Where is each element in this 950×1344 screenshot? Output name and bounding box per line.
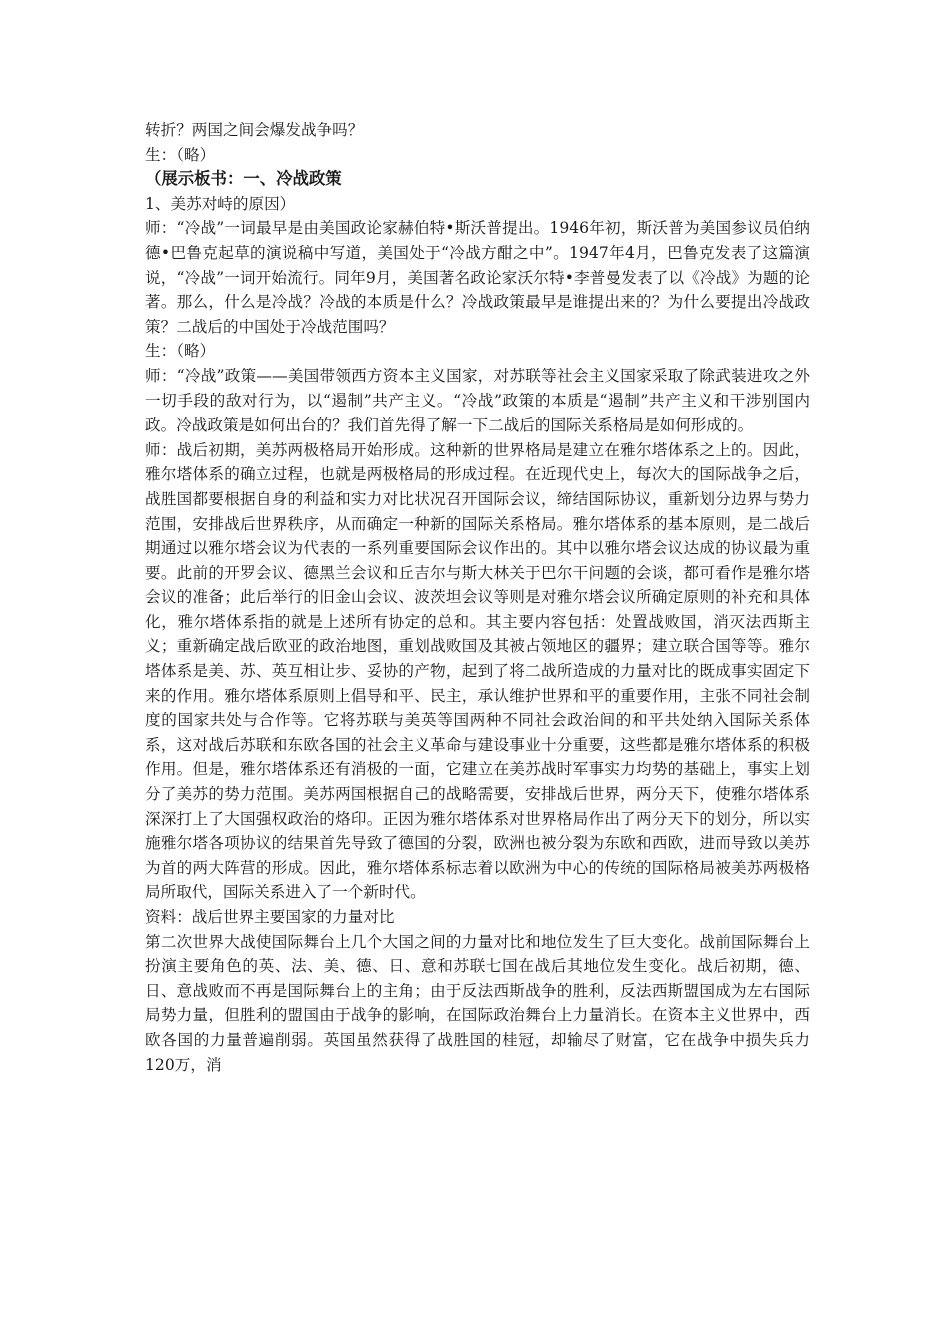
paragraph-material-body: 第二次世界大战使国际舞台上几个大国之间的力量对比和地位发生了巨大变化。战前国际舞台上扮演主要角色的英、法、美、德、日、意和苏联七国在战后其地位发生变化。战后初期，德、日、意战败而不再是国际舞台上的主角；由于反法西斯战争的胜利，反法西斯盟国成为左右国际局势力量，但胜利的盟国由于战争的影响，在国际政治舞台上力量消长。在资本主义世界中，西欧各国的力量普遍削弱。英国虽然获得了战胜国的桂冠，却输尽了财富，它在战争中损失兵力120万，消 xyxy=(145,932,810,1074)
paragraph-student-answer: 生：（略） xyxy=(145,145,216,164)
paragraph-student-answer: 生：（略） xyxy=(145,342,216,361)
document-page xyxy=(145,118,810,1077)
paragraph-teacher-intro: 师：“冷战”一词最早是由美国政论家赫伯特•斯沃普提出。1946年初，斯沃普为美国参议员伯纳德•巴鲁克起草的演说稿中写道，美国处于“冷战方酣之中”。1947年4月，巴鲁克发表了这篇演说，“冷战”一词开始流行。同年9月，美国著名政论家沃尔特•李普曼发表了以《冷战》为题的论著。那么，什么是冷战？冷战的本质是什么？冷战政策最早是谁提出来的？为什么要提出冷战政策？二战后的中国处于冷战范围吗？ xyxy=(145,219,810,336)
paragraph-material-title: 资料：战后世界主要国家的力量对比 xyxy=(145,908,395,926)
paragraph-teacher-yalta: 师：战后初期，美苏两极格局开始形成。这种新的世界格局是建立在雅尔塔体系之上的。因此，雅尔塔体系的确立过程，也就是两极格局的形成过程。在近现代史上，每次大的国际战争之后，战胜国都要根据自身的利益和实力对比状况召开国际会议，缔结国际协议，重新划分边界与势力范围，安排战后世界秩序，从而确定一种新的国际关系格局。雅尔塔体系的基本原则，是二战后期通过以雅尔塔会议为代表的一系列重要国际会议作出的。其中以雅尔塔会议达成的协议最为重要。此前的开罗会议、德黑兰会议和丘吉尔与斯大林关于巴尔干问题的会谈，都可看作是雅尔塔会议的准备；此后举行的旧金山会议、波茨坦会议等则是对雅尔塔会议所确定原则的补充和具体化，雅尔塔体系指的就是上述所有协定的总和。其主要内容包括：处置战败国，消灭法西斯主义；重新确定战后欧亚的政治地图，重划战败国及其被占领地区的疆界；建立联合国等等。雅尔塔体系是美、苏、英互相让步、妥协的产物，起到了将二战所造成的力量对比的既成事实固定下来的作用。雅尔塔体系原则上倡导和平、民主，承认维护世界和平的重要作用，主张不同社会制度的国家共处与合作等。它将苏联与美英等国两种不同社会政治间的和平共处纳入国际关系体系，这对战后苏联和东欧各国的社会主义革命与建设事业十分重要，这些都是雅尔塔体系的积极作用。但是，雅尔塔体系还有消极的一面，它建立在美苏战时军事实力均势的基础上，事实上划分了美苏的势力范围。美苏两国根据自己的战略需要，安排战后世界，两分天下，使雅尔塔体系深深打上了大国强权政治的烙印。正因为雅尔塔体系对世界格局作出了两分天下的划分，所以实施雅尔塔各项协议的结果首先导致了德国的分裂，欧洲也被分裂为东欧和西欧，进而导致以美苏为首的两大阵营的形成。因此，雅尔塔体系标志着以欧洲为中心的传统的国际格局被美苏两极格局所取代，国际关系进入了一个新时代。 xyxy=(145,440,810,902)
section-subheading: 1、美苏对峙的原因） xyxy=(145,194,296,213)
paragraph-teacher-definition: 师：“冷战”政策——美国带领西方资本主义国家，对苏联等社会主义国家采取了除武装进攻之外一切手段的敌对行为，以“遏制”共产主义。“冷战”政策的本质是“遏制”共产主义和干涉别国内政。冷战政策是如何出台的？我们首先得了解一下二战后的国际关系格局是如何形成的。 xyxy=(145,366,810,435)
board-heading: （展示板书：一、冷战政策 xyxy=(145,169,342,189)
paragraph-question: 转折？两国之间会爆发战争吗？ xyxy=(145,121,364,139)
